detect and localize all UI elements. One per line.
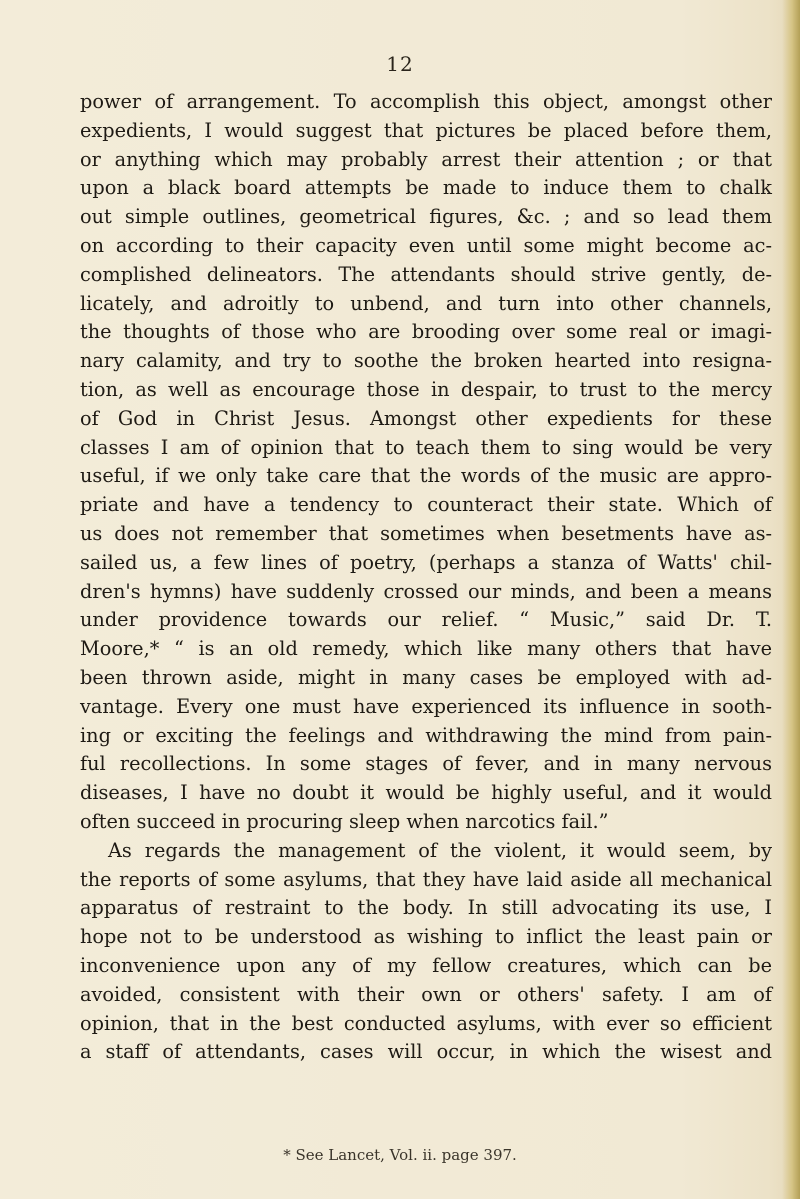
text-line: hope not to be understood as wishing to inflict the least pain or xyxy=(80,925,772,949)
text-line: us does not remember that sometimes when besetments have as- xyxy=(80,521,772,545)
text-line: power of arrangement. To accomplish this object, amongst other xyxy=(80,90,772,113)
body-text xyxy=(80,88,772,1067)
text-line: nary calamity, and try to soothe the broken hearted into resigna- xyxy=(80,349,772,373)
text-line: vantage. Every one must have experienced its influence in sooth- xyxy=(80,694,772,718)
text-line: the reports of some asylums, that they have laid aside all mechanical xyxy=(80,867,772,891)
text-line: avoided, consistent with their own or others' safety. I am of xyxy=(80,982,772,1006)
text-line: often succeed in procuring sleep when narcotics fail.” xyxy=(80,809,609,833)
text-line: of God in Christ Jesus. Amongst other expedients for these xyxy=(80,406,772,430)
text-line: a staff of attendants, cases will occur, in which the wisest and xyxy=(80,1040,772,1064)
text-line: apparatus of restraint to the body. In still advocating its use, I xyxy=(80,896,772,920)
footnote: * See Lancet, Vol. ii. page 397. xyxy=(283,1146,517,1164)
page-edge-stain xyxy=(782,0,800,1199)
text-line: dren's hymns) have suddenly crossed our minds, and been a means xyxy=(80,579,772,603)
text-line: sailed us, a few lines of poetry, (perhaps a stanza of Watts' chil- xyxy=(80,550,772,574)
text-line: out simple outlines, geometrical figures, &c. ; and so lead them xyxy=(80,205,772,229)
text-line: tion, as well as encourage those in despair, to trust to the mercy xyxy=(80,377,772,401)
text-line: been thrown aside, might in many cases be employed with ad- xyxy=(80,665,772,689)
text-line: inconvenience upon any of my fellow creatures, which can be xyxy=(80,953,772,977)
text-line: upon a black board attempts be made to induce them to chalk xyxy=(80,176,772,200)
text-line: diseases, I have no doubt it would be highly useful, and it would xyxy=(80,781,772,805)
page-number: 12 xyxy=(386,52,414,76)
text-line: As regards the management of the violent, it would seem, by xyxy=(108,838,772,862)
text-line: useful, if we only take care that the words of the music are appro- xyxy=(80,464,772,488)
text-line: ing or exciting the feelings and withdrawing the mind from pain- xyxy=(80,723,772,747)
text-line: ful recollections. In some stages of fever, and in many nervous xyxy=(80,752,772,776)
text-line: opinion, that in the best conducted asylums, with ever so efficient xyxy=(80,1011,772,1035)
text-line: Moore,* “ is an old remedy, which like many others that have xyxy=(80,637,772,661)
text-line: classes I am of opinion that to teach them to sing would be very xyxy=(80,435,772,459)
text-line: under providence towards our relief. “ Music,” said Dr. T. xyxy=(80,608,772,632)
text-line: expedients, I would suggest that pictures be placed before them, xyxy=(80,118,772,142)
text-line: priate and have a tendency to counteract their state. Which of xyxy=(80,493,772,517)
text-line: on according to their capacity even until some might become ac- xyxy=(80,233,772,257)
text-line: or anything which may probably arrest their attention ; or that xyxy=(80,147,772,171)
text-line: complished delineators. The attendants should strive gently, de- xyxy=(80,262,772,286)
text-line: the thoughts of those who are brooding over some real or imagi- xyxy=(80,320,772,344)
text-line: licately, and adroitly to unbend, and turn into other channels, xyxy=(80,291,772,315)
